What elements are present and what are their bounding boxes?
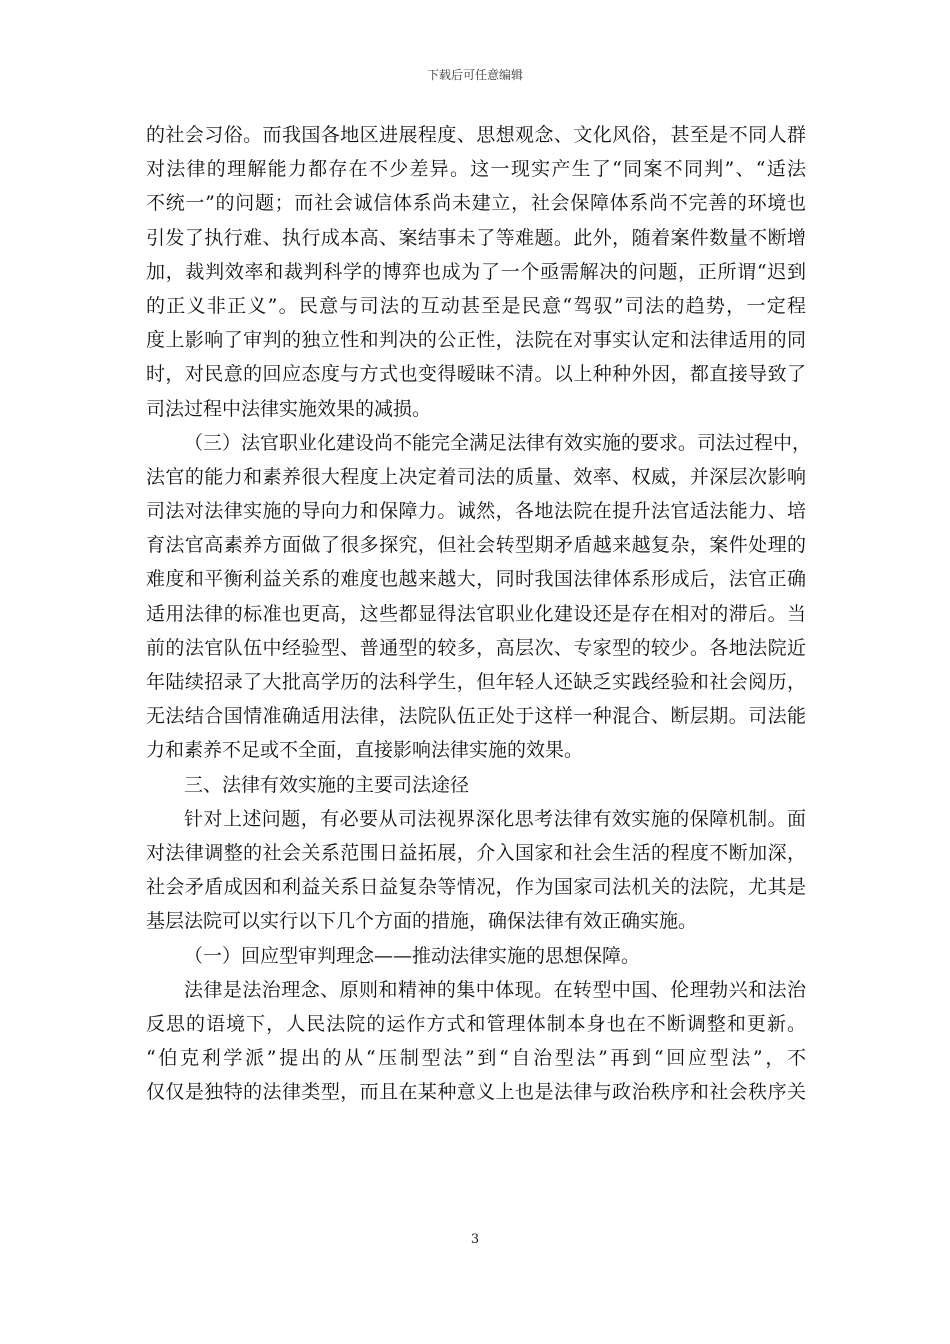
text-line: 司法过程中法律实施效果的减损。	[146, 397, 432, 420]
text-line: 加，裁判效率和裁判科学的博弈也成为了一个亟需解决的问题，正所谓“迟到	[146, 260, 806, 283]
text-line: 适用法律的标准也更高，这些都显得法官职业化建设还是存在相对的滞后。当	[146, 602, 806, 625]
text-line: 仅仅是独特的法律类型，而且在某种意义上也是法律与政治秩序和社会秩序关	[146, 1081, 806, 1104]
text-line: 时，对民意的回应态度与方式也变得暧昧不清。以上种种外因，都直接导致了	[146, 363, 806, 386]
text-line: 司法对法律实施的导向力和保障力。诚然，各地法院在提升法官适法能力、培	[146, 500, 806, 523]
text-line: “伯克利学派”提出的从“压制型法”到“自治型法”再到“回应型法”，不	[146, 1047, 806, 1070]
page-header: 下载后可任意编辑	[426, 68, 523, 82]
paragraph-heading-line: （三）法官职业化建设尚不能完全满足法律有效实施的要求。司法过程中，	[184, 431, 812, 454]
text-line: 不统一”的问题；而社会诚信体系尚未建立，社会保障体系尚不完善的环境也	[146, 192, 806, 215]
text-line: 年陆续招录了大批高学历的法科学生，但年轻人还缺乏实践经验和社会阅历，	[146, 671, 806, 693]
text-line: 前的法官队伍中经验型、普通型的较多，高层次、专家型的较少。各地法院近	[146, 636, 806, 659]
text-line: 法律是法治理念、原则和精神的集中体现。在转型中国、伦理勃兴和法治	[184, 978, 806, 1001]
text-line: 度上影响了审判的独立性和判决的公正性，法院在对事实认定和法律适用的同	[146, 329, 806, 352]
text-line: 无法结合国情准确适用法律，法院队伍正处于这样一种混合、断层期。司法能	[146, 705, 806, 728]
text-line: 基层法院可以实行以下几个方面的措施，确保法律有效正确实施。	[146, 910, 698, 933]
subsection-heading: （一）回应型审判理念——推动法律实施的思想保障。	[184, 944, 641, 967]
text-line: 反思的语境下，人民法院的运作方式和管理体制本身也在不断调整和更新。	[146, 1012, 806, 1035]
text-line: 的社会习俗。而我国各地区进展程度、思想观念、文化风俗，甚至是不同人群	[146, 124, 806, 146]
text-line: 对法律调整的社会关系范围日益拓展，介入国家和社会生活的程度不断加深，	[146, 841, 806, 864]
text-line: 的正义非正义”。民意与司法的互动甚至是民意“驾驭”司法的趋势，一定程	[146, 294, 806, 317]
text-line: 针对上述问题，有必要从司法视界深化思考法律有效实施的保障机制。面	[184, 807, 806, 830]
section-heading: 三、法律有效实施的主要司法途径	[184, 773, 470, 796]
text-line: 力和素养不足或不全面，直接影响法律实施的效果。	[146, 739, 584, 762]
text-line: 难度和平衡利益关系的难度也越来越大，同时我国法律体系形成后，法官正确	[146, 568, 806, 591]
text-line: 育法官高素养方面做了很多探究，但社会转型期矛盾越来越复杂，案件处理的	[146, 534, 806, 557]
text-line: 引发了执行难、执行成本高、案结事未了等难题。此外，随着案件数量不断增	[146, 226, 806, 249]
document-body	[146, 118, 812, 1109]
text-line: 社会矛盾成因和利益关系日益复杂等情况，作为国家司法机关的法院，尤其是	[146, 876, 806, 899]
page-number: 3	[470, 1232, 480, 1247]
text-line: 法官的能力和素养很大程度上决定着司法的质量、效率、权威，并深层次影响	[146, 465, 806, 488]
text-line: 对法律的理解能力都存在不少差异。这一现实产生了“同案不同判”、“适法	[146, 158, 806, 181]
